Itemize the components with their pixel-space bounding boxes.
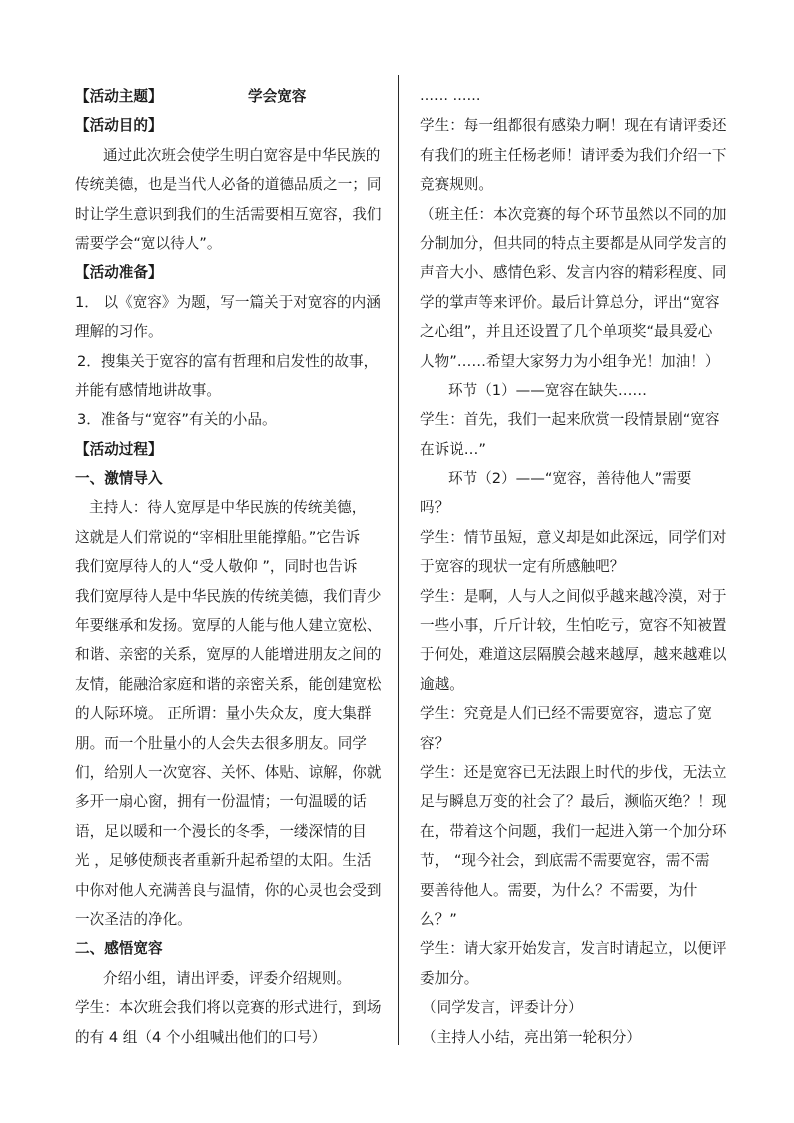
text-line: 学生：首先，我们一起来欣赏一段情景剧“宽容 (420, 411, 720, 429)
text-line: 这就是人们常说的“宰相肚里能撑船。”它告诉 (75, 528, 361, 546)
text-line: 学生：请大家开始发言，发言时请起立，以便评 (420, 940, 727, 958)
text-line: 学生：情节虽短，意义却是如此深远，同学们对 (420, 528, 727, 546)
right-column (420, 82, 727, 1052)
heading-line: 一、激情导入 (75, 470, 163, 488)
text-line: 要善待他人。需要，为什么？不需要，为什 (420, 881, 698, 899)
text-line: 时让学生意识到我们的生活需要相互宽容，我们 (75, 205, 382, 223)
text-line: 们，给别人一次宽容、关怀、体贴、谅解，你就 (75, 763, 382, 781)
text-line: 竞赛规则。 (420, 176, 493, 194)
heading-line (75, 82, 375, 111)
text-line: 需要学会“宽以待人”。 (75, 234, 222, 252)
text-line: 分制加分，但共同的特点主要都是从同学发言的 (420, 234, 727, 252)
column-divider (398, 75, 399, 1045)
text-line: 3．准备与“宽容”有关的小品。 (77, 411, 277, 429)
heading-line: 【活动准备】 (75, 264, 163, 282)
text-line: 朋。而一个肚量小的人会失去很多朋友。同学 (75, 734, 367, 752)
text-line: 理解的习作。 (75, 323, 163, 341)
text-line: （主持人小结，亮出第一轮积分） (422, 1028, 641, 1046)
text-line: 学生：是啊，人与人之间似乎越来越冷漠，对于 (420, 587, 727, 605)
left-column (75, 82, 382, 1052)
text-line: 光 ，足够使颓丧者重新升起希望的太阳。生活 (75, 852, 372, 870)
heading-line: 【活动目的】 (75, 117, 163, 135)
text-line: 吗？ (420, 499, 450, 517)
text-line: 学的掌声等来评价。最后计算总分，评出“宽容 (420, 293, 720, 311)
text-line: 我们宽厚待人是中华民族的传统美德，我们青少 (75, 587, 382, 605)
text-line: 于何处，难道这层隔膜会越来越厚，越来越难以 (420, 646, 727, 664)
text-line: 人物”……希望大家努力为小组争光！加油！） (420, 352, 720, 370)
text-line: 中你对他人充满善良与温情，你的心灵也会受到 (75, 881, 382, 899)
text-line: 1． 以《宽容》为题，写一篇关于对宽容的内涵 (75, 293, 381, 311)
text-line: 传统美德，也是当代人必备的道德品质之一；同 (75, 176, 382, 194)
page-title: 学会宽容 (248, 88, 307, 105)
heading-line: 二、感悟宽容 (75, 940, 163, 958)
text-line: 我们宽厚待人的人“受人敬仰 ”，同时也告诉 (75, 558, 358, 576)
text-line: （同学发言，评委计分） (422, 999, 583, 1017)
text-line: 介绍小组，请出评委，评委介绍规则。 (103, 969, 352, 987)
text-line: 环节（2）——“宽容，善待他人”需要 (448, 470, 692, 488)
text-line: 学生：每一组都很有感染力啊！现在有请评委还 (420, 117, 727, 135)
text-line: …… …… (420, 88, 481, 104)
text-line: 声音大小、感情色彩、发言内容的精彩程度、同 (420, 264, 727, 282)
text-line: 环节（1）——宽容在缺失…… (448, 381, 648, 399)
text-line: 学生：还是宽容已无法跟上时代的步伐，无法立 (420, 763, 727, 781)
text-line: 逾越。 (420, 675, 464, 693)
text-line: 主持人：待人宽厚是中华民族的传统美德， (89, 499, 367, 517)
text-line: 在，带着这个问题，我们一起进入第一个加分环 (420, 822, 727, 840)
text-line: 在诉说…” (420, 440, 486, 458)
text-line: 并能有感情地讲故事。 (75, 381, 221, 399)
text-line: 之心组”，并且还设置了几个单项奖“最具爱心 (420, 323, 713, 341)
text-line: 2．搜集关于宽容的富有哲理和启发性的故事， (77, 352, 379, 370)
text-line: （班主任：本次竞赛的每个环节虽然以不同的加 (420, 205, 727, 223)
text-line: 的人际环境。 正所谓：量小失众友，度大集群 (75, 705, 372, 723)
text-line: 语，足以暖和一个漫长的冬季，一缕深情的目 (75, 822, 367, 840)
text-line: 么？” (420, 910, 457, 928)
text-line: 学生：本次班会我们将以竞赛的形式进行，到场 (75, 999, 382, 1017)
text-line: 多开一扇心窗，拥有一份温情；一句温暖的话 (75, 793, 367, 811)
text-line: 一次圣洁的净化。 (75, 910, 192, 928)
text-line: 委加分。 (420, 969, 479, 987)
section-label: 【活动主题】 (75, 88, 163, 105)
text-line: 一些小事，斤斤计较，生怕吃亏，宽容不知被置 (420, 617, 727, 635)
text-line: 于宽容的现状一定有所感触吧？ (420, 558, 625, 576)
text-line: 的有 4 组（4 个小组喊出他们的口号） (75, 1028, 327, 1046)
text-line: 容？ (420, 734, 450, 752)
text-line: 学生：究竟是人们已经不需要宽容，遗忘了宽 (420, 705, 712, 723)
text-line: 和谐、亲密的关系，宽厚的人能增进朋友之间的 (75, 646, 382, 664)
text-line: 年要继承和发扬。宽厚的人能与他人建立宽松、 (75, 617, 382, 635)
text-line: 友情，能融洽家庭和谐的亲密关系，能创建宽松 (75, 675, 382, 693)
text-line: 足与瞬息万变的社会了？最后，濒临灭绝？！现 (420, 793, 727, 811)
heading-line: 【活动过程】 (75, 440, 163, 458)
text-line: 通过此次班会使学生明白宽容是中华民族的 (103, 146, 381, 164)
text-line: 节， “现今社会，到底需不需要宽容，需不需 (420, 852, 710, 870)
text-line: 有我们的班主任杨老师！请评委为我们介绍一下 (420, 146, 727, 164)
